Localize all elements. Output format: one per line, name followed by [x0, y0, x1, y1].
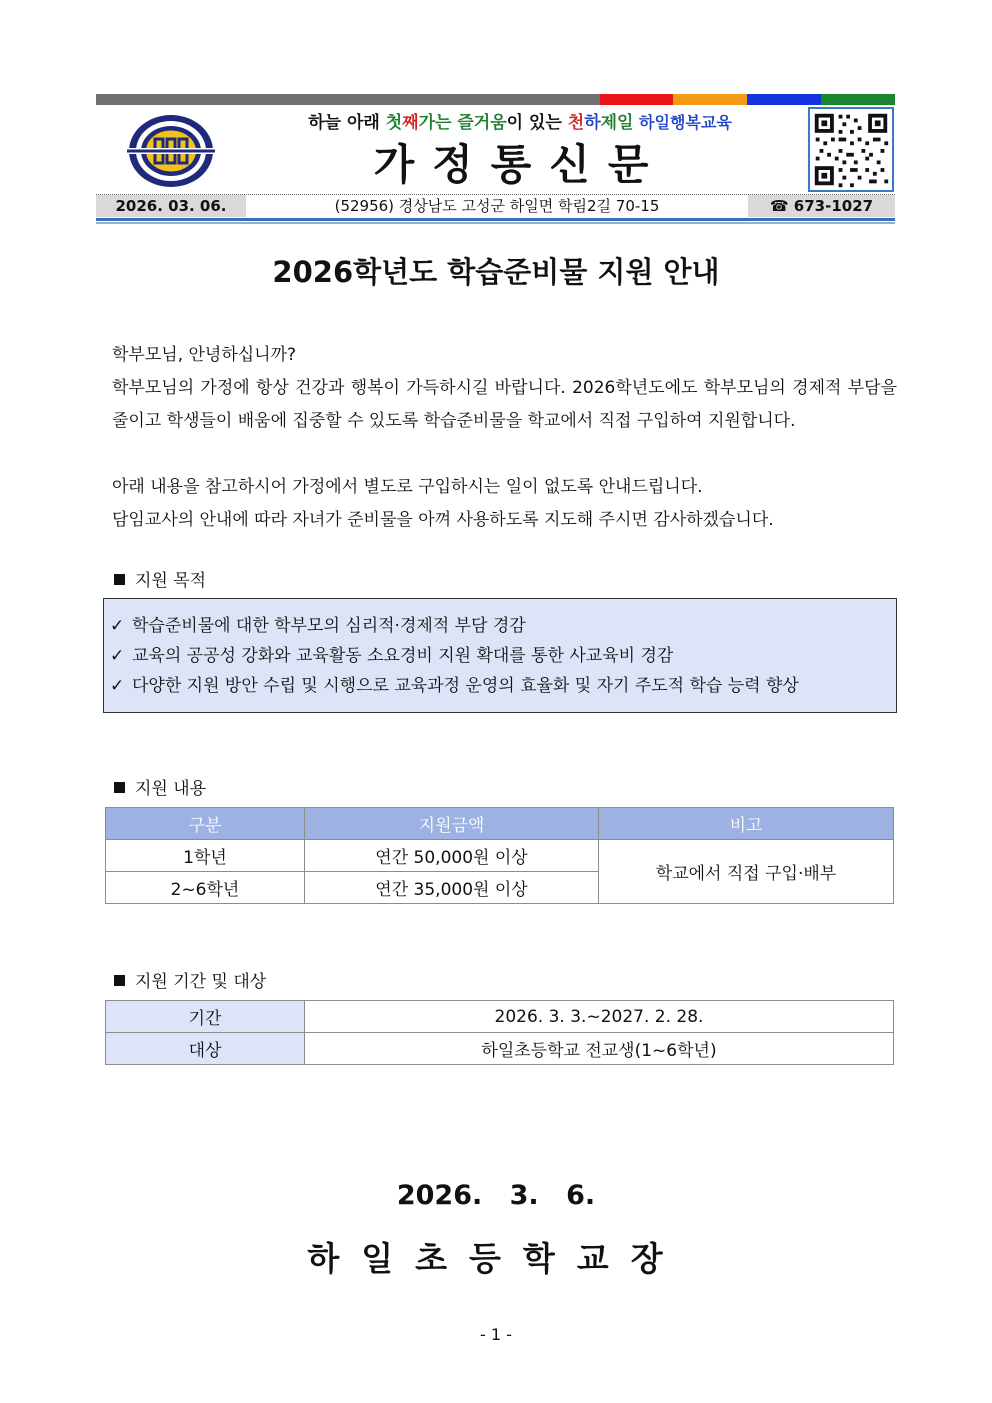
purpose-item: [110, 611, 896, 641]
purpose-box: [103, 598, 897, 713]
amount-cell: 연간 50,000원 이상: [305, 840, 599, 872]
principal-signature: 하일초등학교장: [307, 1239, 685, 1278]
section-heading-text: 지원 기간 및 대상: [135, 972, 267, 992]
greeting: 학부모님, 안녕하십니까?: [112, 345, 297, 365]
slogan-part: 하늘 아래: [308, 113, 386, 133]
slogan-part: 하일행복교육: [633, 113, 732, 132]
purpose-item: [110, 671, 896, 701]
checkmark-icon: ✓: [110, 676, 125, 696]
header-rule: [96, 218, 895, 221]
slogan-part: 천: [567, 113, 585, 133]
section-heading-period: [114, 967, 266, 992]
school-logo-icon: [127, 113, 215, 189]
square-bullet-icon: [114, 574, 125, 585]
header-color-bar: [96, 94, 895, 105]
purpose-item-text: 다양한 지원 방안 수립 및 시행으로 교육과정 운영의 효율화 및 자기 주도적 학습 능력 향상: [132, 676, 799, 696]
bar-segment-blue: [747, 94, 821, 105]
note-cell: 학교에서 직접 구입·배부: [599, 840, 894, 904]
slogan-part: 즐거움: [457, 113, 507, 133]
section-heading-text: 지원 내용: [135, 779, 207, 799]
grade-cell: 1학년: [106, 840, 305, 872]
school-address: (52956) 경상남도 고성군 하일면 학림2길 70-15: [334, 197, 660, 215]
column-header: 지원금액: [305, 808, 599, 840]
bar-segment-gray: [96, 94, 600, 105]
table-row: [106, 840, 894, 872]
square-bullet-icon: [114, 782, 125, 793]
intro-body: 아래 내용을 참고하시어 가정에서 별도로 구입하시는 일이 없도록 안내드립니다.: [112, 477, 703, 497]
value-cell: 2026. 3. 3.~2027. 2. 28.: [305, 1001, 894, 1033]
slogan-part: 이 있는: [506, 113, 568, 133]
period-table: [105, 1000, 894, 1065]
bar-segment-red: [600, 94, 673, 105]
square-bullet-icon: [114, 975, 125, 986]
signature-date: 2026. 3. 6.: [396, 1180, 596, 1211]
document-title: 2026학년도 학습준비물 지원 안내: [272, 255, 720, 289]
table-row: [106, 1033, 894, 1065]
slogan-part: 첫: [385, 113, 403, 133]
purpose-item-text: 학습준비물에 대한 학부모의 심리적·경제적 부담 경감: [132, 616, 526, 636]
newsletter-title: 가정통신문: [373, 140, 667, 189]
purpose-item-text: 교육의 공공성 강화와 교육활동 소요경비 지원 확대를 통한 사교육비 경감: [132, 646, 674, 666]
intro-body: 담임교사의 안내에 따라 자녀가 준비물을 아껴 사용하도록 지도해 주시면 감사하겠습니다.: [112, 510, 774, 530]
page-number: - 1 -: [480, 1325, 512, 1344]
slogan-part: 째: [402, 113, 419, 133]
label-cell: 기간: [106, 1001, 305, 1033]
section-heading-text: 지원 목적: [135, 571, 207, 591]
amount-cell: 연간 35,000원 이상: [305, 872, 599, 904]
issue-date: 2026. 03. 06.: [96, 195, 246, 217]
section-heading-content: [114, 774, 206, 799]
slogan-part: 가는: [418, 113, 458, 133]
slogan-part: 하: [584, 113, 601, 133]
intro-body: 학부모님의 가정에 항상 건강과 행복이 가득하시길 바랍니다. 2026학년도에도 학부모님의 경제적 부담을 줄이고 학생들이 배움에 집중할 수 있도록 학습준비물을 학교에서 직접 구입하여 지원합니다.: [112, 378, 897, 431]
grade-cell: 2~6학년: [106, 872, 305, 904]
bar-segment-green: [821, 94, 895, 105]
column-header: 비고: [599, 808, 894, 840]
bar-segment-orange: [673, 94, 747, 105]
table-header-row: [106, 808, 894, 840]
qr-code-icon[interactable]: [808, 107, 894, 192]
purpose-item: [110, 641, 896, 671]
table-row: [106, 1001, 894, 1033]
checkmark-icon: ✓: [110, 616, 125, 636]
school-phone: ☎ 673-1027: [748, 195, 895, 217]
school-slogan: [240, 108, 800, 133]
section-heading-purpose: [114, 566, 206, 591]
checkmark-icon: ✓: [110, 646, 125, 666]
label-cell: 대상: [106, 1033, 305, 1065]
header-rule-light: [96, 222, 895, 224]
support-content-table: [105, 807, 894, 904]
slogan-part: 제일: [600, 113, 634, 133]
column-header: 구분: [106, 808, 305, 840]
value-cell: 하일초등학교 전교생(1~6학년): [305, 1033, 894, 1065]
